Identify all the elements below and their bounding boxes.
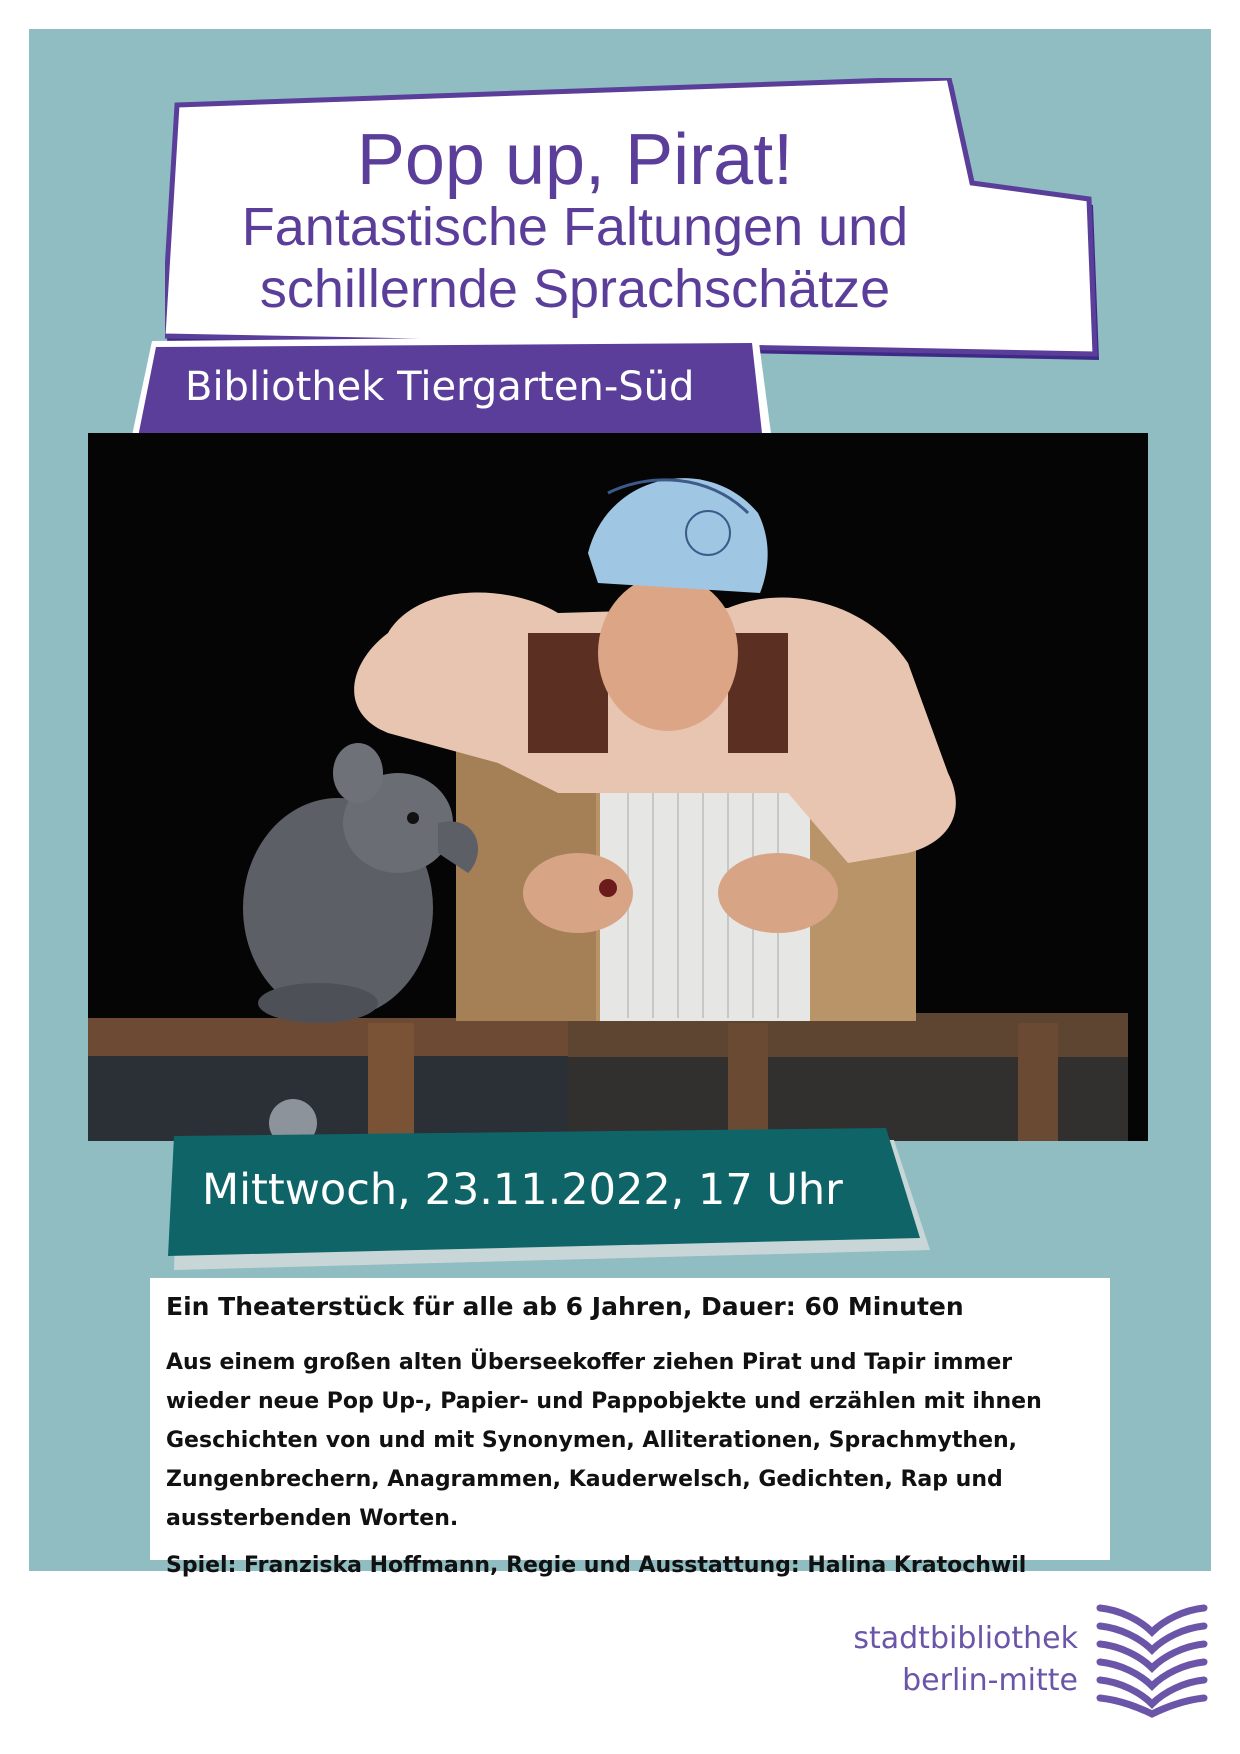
location-banner <box>130 335 780 447</box>
logo-line1: stadtbibliothek <box>853 1621 1078 1656</box>
title-card <box>165 78 1100 360</box>
event-subtitle-line2: schillernde Sprachschätze <box>259 259 891 319</box>
book-logo-icon <box>1096 1600 1208 1718</box>
event-info-box <box>150 1278 1110 1578</box>
event-title: Pop up, Pirat! <box>356 120 794 200</box>
location-label: Bibliothek Tiergarten-Süd <box>185 364 695 410</box>
stage-photo <box>88 433 1148 1141</box>
library-logo-text <box>853 1618 1078 1702</box>
audience-duration: Ein Theaterstück für alle ab 6 Jahren, Dauer: 60 Minuten <box>166 1292 964 1321</box>
event-description: Aus einem großen alten Überseekoffer ziehen Pirat und Tapir immer wieder neue Pop Up-, Papier- und Pappobjekte und erzählen mit ihnen Geschichten von und mit Synonymen, Alliterationen, Sprachmythen, Zungenbrechern, Anagrammen, Kauderwelsch, Gedichten, Rap und aussterbenden Worten. <box>166 1350 1042 1531</box>
stage-photo-illustration <box>88 433 1148 1141</box>
event-date-time: Mittwoch, 23.11.2022, 17 Uhr <box>202 1165 843 1215</box>
date-banner <box>168 1128 938 1278</box>
event-credits: Spiel: Franziska Hoffmann, Regie und Ausstattung: Halina Kratochwil <box>166 1553 1027 1578</box>
logo-line2: berlin-mitte <box>902 1663 1078 1698</box>
event-subtitle-line1: Fantastische Faltungen und <box>241 197 909 257</box>
